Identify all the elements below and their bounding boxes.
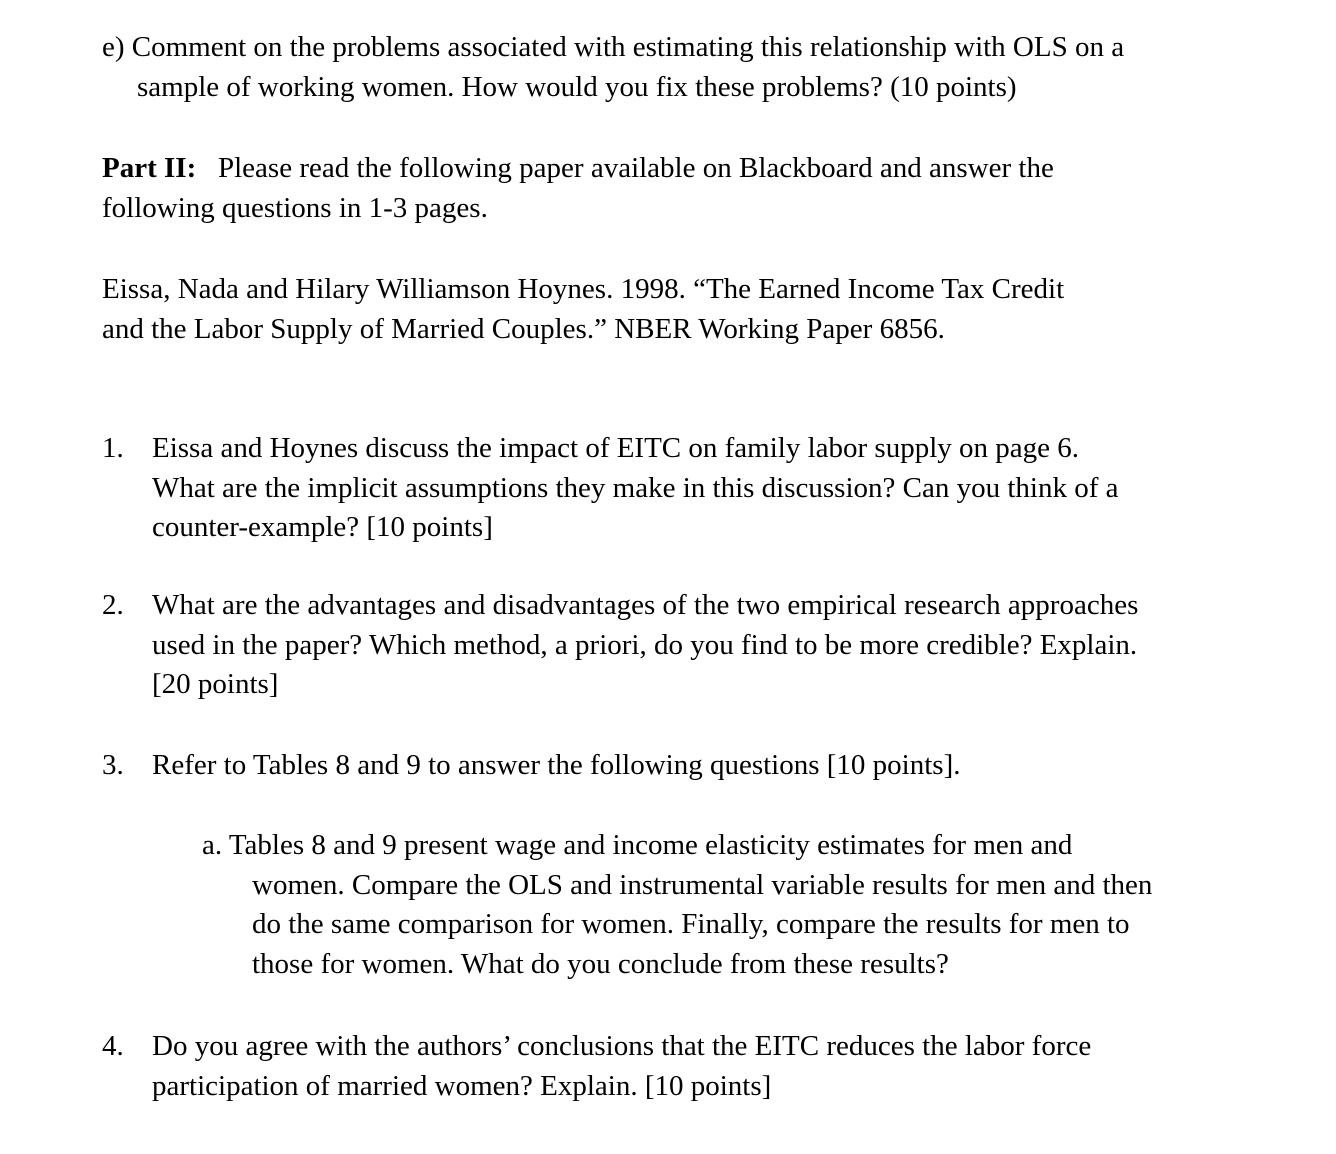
part-2-intro-line-1 (102, 149, 1054, 189)
question-4-line-2: participation of married women? Explain. [10 points] (152, 1069, 772, 1102)
question-1-number: 1. (102, 432, 124, 464)
question-2-number: 2. (102, 589, 124, 621)
question-3 (102, 746, 961, 786)
citation (102, 270, 1064, 349)
question-3a-line-2: women. Compare the OLS and instrumental variable results for men and then (252, 868, 1153, 901)
question-e-line-1: e) Comment on the problems associated with estimating this relationship with OLS on a (102, 31, 1125, 63)
question-1-line-2: What are the implicit assumptions they make in this discussion? Can you think of a (152, 471, 1119, 504)
question-2-line-1: What are the advantages and disadvantages of the two empirical research approaches (152, 589, 1139, 621)
question-2 (102, 586, 1138, 705)
question-3a (202, 826, 1152, 984)
question-e-line-2: sample of working women. How would you fix these problems? (10 points) (137, 70, 1017, 103)
question-2-line-3: [20 points] (152, 668, 279, 700)
question-3a-line-3: do the same comparison for women. Finally, compare the results for men to (252, 908, 1130, 940)
question-4-number: 4. (102, 1030, 124, 1062)
citation-line-1: Eissa, Nada and Hilary Williamson Hoynes. 1998. “The Earned Income Tax Credit (102, 273, 1065, 305)
question-3-number: 3. (102, 749, 124, 781)
question-1-line-3: counter-example? [10 points] (152, 511, 493, 543)
citation-line-2: and the Labor Supply of Married Couples.” NBER Working Paper 6856. (102, 312, 945, 345)
question-1 (102, 429, 1119, 548)
part-2-intro (102, 149, 1054, 228)
question-3-line-1: Refer to Tables 8 and 9 to answer the following questions [10 points]. (152, 749, 961, 781)
question-4 (102, 1027, 1091, 1106)
part-2-intro-line-2: following questions in 1-3 pages. (102, 191, 488, 224)
question-3a-line-1: a. Tables 8 and 9 present wage and income elasticity estimates for men and (202, 829, 1073, 861)
question-3a-line-4: those for women. What do you conclude from these results? (252, 947, 949, 980)
question-1-line-1: Eissa and Hoynes discuss the impact of EITC on family labor supply on page 6. (152, 432, 1080, 464)
part-2-intro-text: Please read the following paper available on Blackboard and answer the (196, 152, 1054, 184)
question-4-line-1: Do you agree with the authors’ conclusions that the EITC reduces the labor force (152, 1030, 1092, 1062)
question-2-line-2: used in the paper? Which method, a priori, do you find to be more credible? Explain. (152, 628, 1138, 661)
question-e (102, 28, 1124, 107)
part-2-label: Part II: (102, 152, 197, 184)
